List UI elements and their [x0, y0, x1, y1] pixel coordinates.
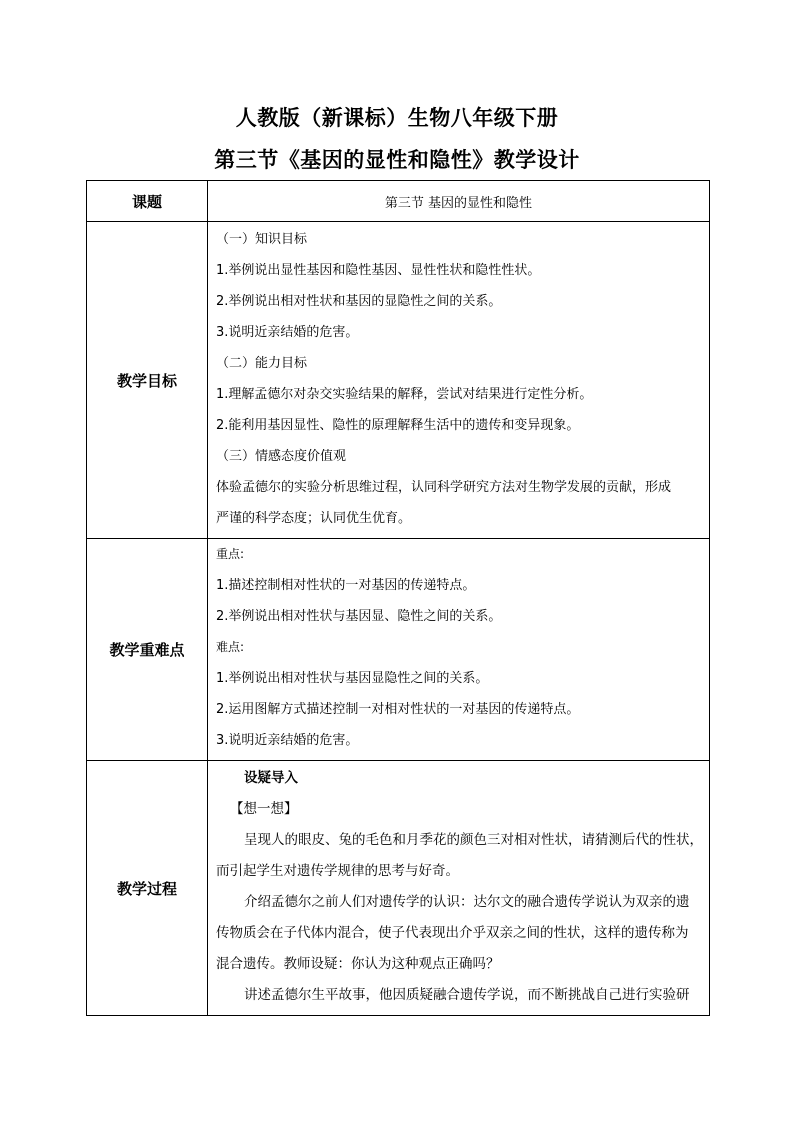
difficult-item: 3.说明近亲结婚的危害。 [216, 733, 359, 748]
process-content [208, 761, 710, 1016]
ability-item: 2.能利用基因显性、隐性的原理解释生活中的遗传和变异现象。 [216, 418, 580, 433]
intro-heading: 设疑导入 [244, 770, 298, 786]
knowledge-item: 1.举例说出显性基因和隐性基因、显性性状和隐性性状。 [216, 263, 541, 278]
paragraph-line: 讲述孟德尔生平故事，他因质疑融合遗传学说，而不断挑战自己进行实验研 [244, 987, 690, 1003]
think-heading: 【想一想】 [230, 801, 298, 817]
key-points-label: 教学重难点 [87, 539, 208, 761]
attitude-text: 体验孟德尔的实验分析思维过程，认同科学研究方法对生物学发展的贡献，形成 [216, 480, 672, 495]
knowledge-item: 2.举例说出相对性状和基因的显隐性之间的关系。 [216, 294, 502, 309]
lesson-title: 第三节《基因的显性和隐性》教学设计 [214, 147, 580, 172]
objectives-row [87, 222, 710, 539]
paragraph-line: 介绍孟德尔之前人们对遗传学的认识：达尔文的融合遗传学说认为双亲的遗 [244, 894, 690, 910]
key-points-content [208, 539, 710, 761]
paragraph-line: 混合遗传。教师设疑：你认为这种观点正确吗？ [216, 956, 500, 972]
difficult-item: 2.运用图解方式描述控制一对相对性状的一对基因的传递特点。 [216, 702, 580, 717]
lesson-plan-table [86, 180, 710, 1016]
knowledge-heading: （一）知识目标 [216, 232, 308, 247]
objectives-content [208, 222, 710, 539]
topic-label: 课题 [87, 181, 208, 222]
document-title: 人教版（新课标）生物八年级下册 [235, 105, 559, 130]
attitude-heading: （三）情感态度价值观 [216, 449, 347, 464]
objectives-label: 教学目标 [87, 222, 208, 539]
key-item: 2.举例说出相对性状与基因显、隐性之间的关系。 [216, 609, 502, 624]
process-row [87, 761, 710, 1016]
paragraph-line: 而引起学生对遗传学规律的思考与好奇。 [216, 863, 459, 879]
ability-item: 1.理解孟德尔对杂交实验结果的解释，尝试对结果进行定性分析。 [216, 387, 593, 402]
key-item: 1.描述控制相对性状的一对基因的传递特点。 [216, 578, 476, 593]
paragraph-line: 呈现人的眼皮、兔的毛色和月季花的颜色三对相对性状，请猜测后代的性状， [244, 832, 703, 848]
paragraph-line: 传物质会在子代体内混合，使子代表现出介乎双亲之间的性状，这样的遗传称为 [216, 925, 689, 941]
topic-row [87, 181, 710, 222]
topic-value: 第三节 基因的显性和隐性 [208, 181, 710, 222]
attitude-text: 严谨的科学态度；认同优生优育。 [216, 511, 412, 526]
key-points-row [87, 539, 710, 761]
knowledge-item: 3.说明近亲结婚的危害。 [216, 325, 359, 340]
ability-heading: （二）能力目标 [216, 356, 308, 371]
process-label: 教学过程 [87, 761, 208, 1016]
difficult-item: 1.举例说出相对性状与基因显隐性之间的关系。 [216, 671, 489, 686]
key-heading: 重点: [216, 547, 245, 561]
difficult-heading: 难点: [216, 640, 245, 654]
